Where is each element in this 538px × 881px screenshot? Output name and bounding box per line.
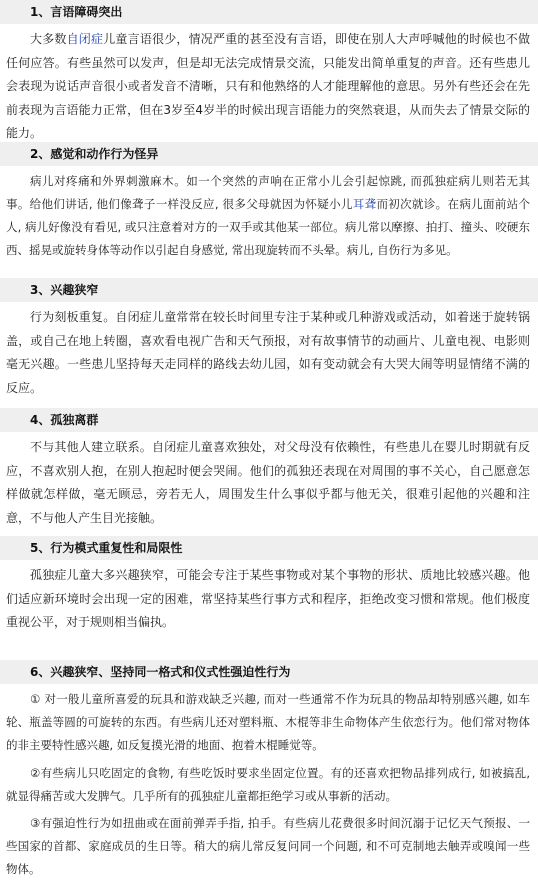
keyword-link[interactable]: 耳聋	[352, 197, 377, 211]
section-heading: 3、兴趣狭窄	[0, 278, 538, 302]
section-heading: 4、孤独离群	[0, 408, 538, 432]
paragraph-text: 大多数	[30, 32, 67, 46]
section-paragraph: ① 对一般儿童所喜爱的玩具和游戏缺乏兴趣, 而对一些通常不作为玩具的物品却特别感兴趣, 如车轮、瓶盖等圆的可旋转的东西。有些病儿还对塑料瓶、木棍等非生命物体产生依恋行为。他们常对物体的非主要特性感兴趣, 如反复摸光滑的地面、抱着木棍睡觉等。	[6, 692, 530, 752]
section-paragraph	[0, 166, 538, 278]
section-paragraph: 不与其他人建立联系。自闭症儿童喜欢独处，对父母没有依赖性，有些患儿在婴儿时期就有反应，不喜欢别人抱，在别人抱起时便会哭闹。他们的孤独还表现在对周围的事不关心，自己愿意怎样做就怎样做，毫无顾忌，旁若无人，周围发生什么事似乎都与他无关，很难引起他的兴趣和注意，不与他人产生目光接触。	[6, 440, 530, 525]
section-heading: 6、兴趣狭窄、坚持同一格式和仪式性强迫性行为	[0, 660, 538, 684]
section-paragraph: 孤独症儿童大多兴趣狭窄，可能会专注于某些事物或对某个事物的形状、质地比较感兴趣。他们适应新环境时会出现一定的困难，常坚持某些行事方式和程序，拒绝改变习惯和常规。他们极度重视公平，对于规则相当偏执。	[6, 568, 530, 629]
keyword-link[interactable]: 自闭症	[66, 32, 104, 46]
section-paragraph: ②有些病儿只吃固定的食物, 有些吃饭时要求坐固定位置。有的还喜欢把物品排列成行, 如被搞乱, 就显得痛苦或大发脾气。几乎所有的孤独症儿童都拒绝学习或从事新的活动。	[6, 766, 530, 803]
section-paragraph	[0, 24, 538, 142]
section-heading: 5、行为模式重复性和局限性	[0, 536, 538, 560]
section-paragraph: 行为刻板重复。自闭症儿童常常在较长时间里专注于某种或几种游戏或活动，如着迷于旋转锅盖，或自己在地上转圈，喜欢看电视广告和天气预报，对有故事情节的动画片、儿童电视、电影则毫无兴趣。一些患儿坚持每天走同样的路线去幼儿园，如有变动就会有大哭大闹等明显情绪不满的反应。	[6, 310, 530, 395]
paragraph-text: 病儿对疼痛和外界刺激麻木。如一个突然的声响在正常小儿会引起惊跳, 而孤独症病儿则若无其事。给他们讲话, 他们像聋子一样没反应, 很多父母就因为怀疑小儿	[6, 174, 530, 211]
section-heading: 2、感觉和动作行为怪异	[0, 142, 538, 166]
paragraph-text: 而初次就诊。在病儿面前站个人, 病儿好像没有看见, 或只注意着对方的一双手或其他某一部位。病儿常以摩擦、拍打、撞头、咬硬东西、摇晃或旋转身体等动作以引起自身感觉, 常出现旋转而不头晕。病儿, 自伤行为多见。	[6, 197, 531, 257]
section-heading: 1、言语障碍突出	[0, 0, 538, 24]
paragraph-text: 儿童言语很少，情况严重的甚至没有言语，即使在别人大声呼喊他的时候也不做任何应答。有些虽然可以发声，但是却无法完成情景交流，只能发出简单重复的声音。还有些患儿会表现为说话声音很小或者发音不清晰，只有和他熟络的人才能理解他的意思。另外有些还会在先前表现为言语能力正常，但在3岁至4岁半的时候出现言语能力的突然衰退，从而失去了情景交际的能力。	[6, 32, 530, 140]
section-paragraph: ③有强迫性行为如扭曲或在面前弹弄手指, 拍手。有些病儿花费很多时间沉溺于记忆天气预报、一些国家的首都、家庭成员的生日等。稍大的病儿常反复问同一个问题, 和不可克制地去触弄或嗅闻一些物体。	[6, 816, 530, 876]
